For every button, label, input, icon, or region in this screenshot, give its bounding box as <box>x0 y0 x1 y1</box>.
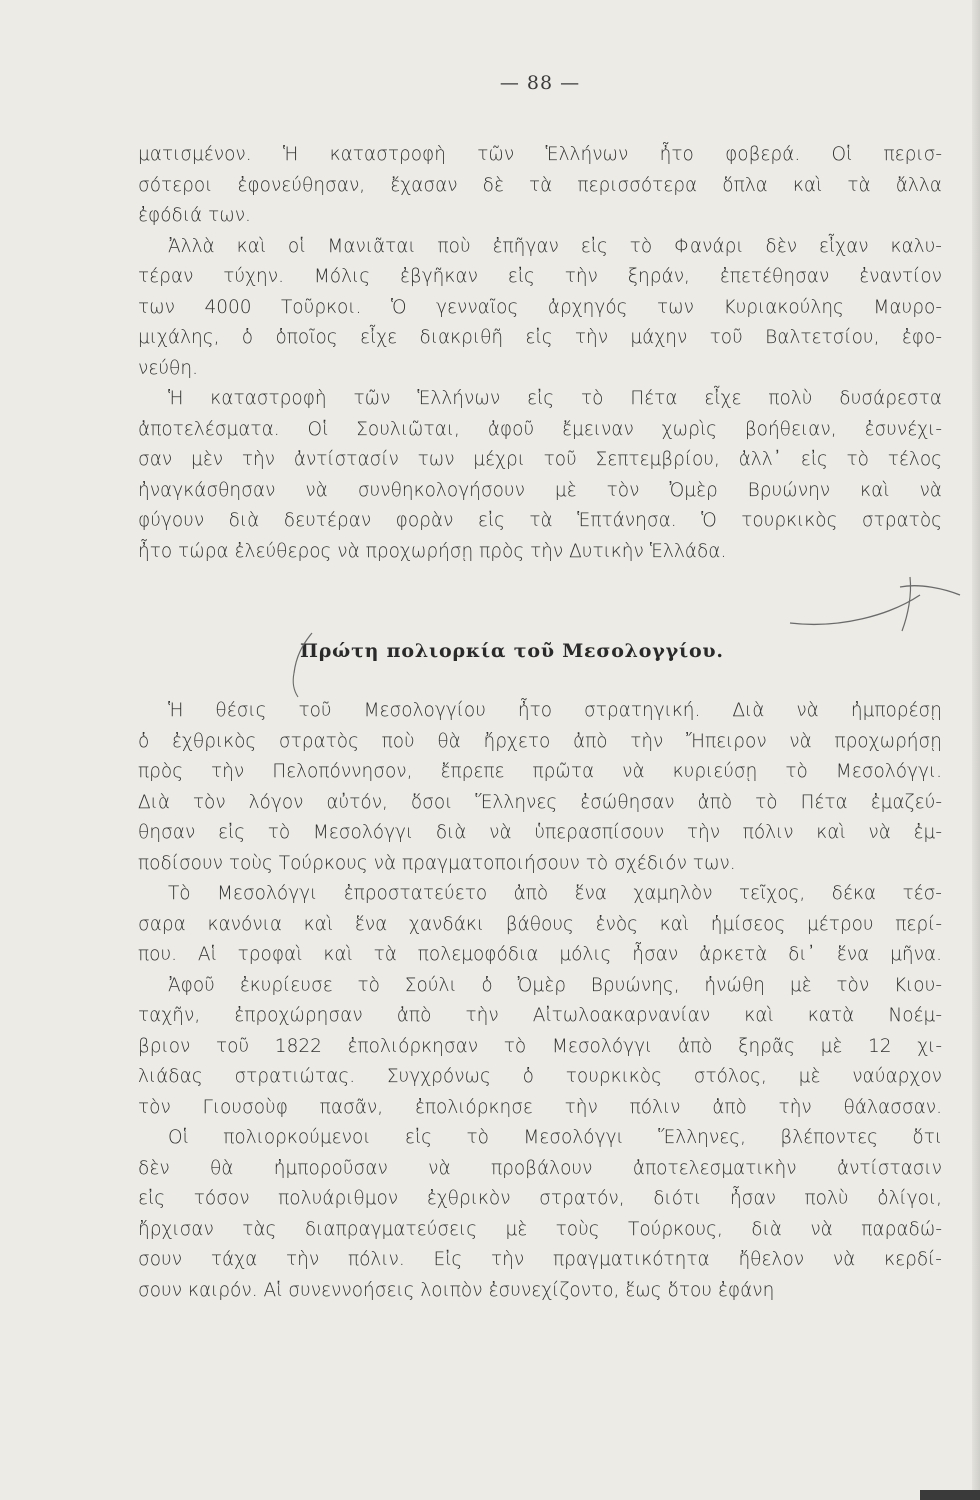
paragraph <box>138 232 942 385</box>
text-line: βριον τοῦ 1822 ἐπολιόρκησαν τὸ Μεσολόγγι ἀπὸ ξηρᾶς μὲ 12 χι- <box>138 1035 942 1057</box>
text-line: νεύθη. <box>138 357 198 379</box>
text-line: Ἀλλὰ καὶ οἱ Μανιᾶται ποὺ ἐπῆγαν εἰς τὸ Φανάρι δὲν εἶχαν καλυ- <box>168 235 942 257</box>
text-line: ματισμένον. Ἡ καταστροφὴ τῶν Ἑλλήνων ἦτο φοβερά. Οἱ περισ- <box>138 144 942 165</box>
text-line: Διὰ τὸν λόγον αὐτόν, ὅσοι Ἕλληνες ἐσώθησαν ἀπὸ τὸ Πέτα ἐμαζεύ- <box>138 791 942 813</box>
text-line: ἠναγκάσθησαν νὰ συνθηκολογήσουν μὲ τὸν Ὀμὲρ Βρυώνην καὶ νὰ <box>138 479 942 501</box>
paragraph <box>138 879 942 971</box>
text-line: Οἱ πολιορκούμενοι εἰς τὸ Μεσολόγγι Ἕλληνες, βλέποντες ὅτι <box>168 1127 942 1148</box>
page-edge <box>972 0 980 1500</box>
text-line: ποδίσουν τοὺς Τούρκους νὰ πραγματοποιήσουν τὸ σχέδιόν των. <box>138 852 736 874</box>
text-line: ἦτο τώρα ἐλεύθερος νὰ προχωρήσῃ πρὸς τὴν Δυτικὴν Ἑλλάδα. <box>138 540 727 562</box>
text-block-before-heading <box>138 140 942 567</box>
paragraph <box>138 696 942 879</box>
text-line: που. Αἱ τροφαὶ καὶ τὰ πολεμοφόδια μόλις ἦσαν ἀρκετὰ δι᾽ ἕνα μῆνα. <box>138 944 942 965</box>
paragraph <box>138 384 942 567</box>
text-line: ἀποτελέσματα. Οἱ Σουλιῶται, ἀφοῦ ἔμειναν χωρὶς βοήθειαν, ἐσυνέχι- <box>138 418 942 440</box>
scan-border <box>920 1490 980 1500</box>
text-line: Ἡ θέσις τοῦ Μεσολογγίου ἦτο στρατηγική. Διὰ νὰ ἠμπορέσῃ <box>168 700 942 721</box>
text-line: σότεροι ἐφονεύθησαν, ἔχασαν δὲ τὰ περισσότερα ὅπλα καὶ τὰ ἄλλα <box>138 174 942 196</box>
text-line: φύγουν διὰ δευτέραν φορὰν εἰς τὰ Ἑπτάνησα. Ὁ τουρκικὸς στρατὸς <box>138 510 942 531</box>
section-heading: Πρώτη πολιορκία τοῦ Μεσολογγίου. <box>300 640 724 662</box>
text-line: Ἡ καταστροφὴ τῶν Ἑλλήνων εἰς τὸ Πέτα εἶχε πολὺ δυσάρεστα <box>168 388 942 409</box>
text-line: των 4000 Τοῦρκοι. Ὁ γενναῖος ἀρχηγός των Κυριακούλης Μαυρο- <box>138 296 942 318</box>
text-line: ἤρχισαν τὰς διαπραγματεύσεις μὲ τοὺς Τούρκους, διὰ νὰ παραδώ- <box>138 1218 942 1240</box>
pencil-check-mark <box>282 625 322 705</box>
text-line: λιάδας στρατιώτας. Συγχρόνως ὁ τουρκικὸς στόλος, μὲ ναύαρχον <box>138 1066 942 1087</box>
text-line: πρὸς τὴν Πελοπόννησον, ἔπρεπε πρῶτα νὰ κυριεύσῃ τὸ Μεσολόγγι. <box>138 761 942 782</box>
text-line: θησαν εἰς τὸ Μεσολόγγι διὰ νὰ ὑπερασπίσουν τὴν πόλιν καὶ νὰ ἐμ- <box>138 822 942 843</box>
text-line: σουν τάχα τὴν πόλιν. Εἰς τὴν πραγματικότητα ἤθελον νὰ κερδί- <box>138 1249 942 1270</box>
text-line: τέραν τύχην. Μόλις ἐβγῆκαν εἰς τὴν ξηράν, ἐπετέθησαν ἐναντίον <box>138 266 942 287</box>
page-number: — 88 — <box>499 72 581 94</box>
text-line: δὲν θὰ ἠμποροῦσαν νὰ προβάλουν ἀποτελεσματικὴν ἀντίστασιν <box>138 1157 942 1179</box>
paragraph <box>138 140 942 232</box>
text-line: ἐφόδιά των. <box>138 205 251 226</box>
text-line: σουν καιρόν. Αἱ συνεννοήσεις λοιπὸν ἐσυνεχίζοντο, ἕως ὅτου ἐφάνη <box>138 1279 775 1301</box>
pencil-bracket-mark <box>770 565 970 645</box>
text-line: Ἀφοῦ ἐκυρίευσε τὸ Σούλι ὁ Ὀμὲρ Βρυώνης, ἡνώθη μὲ τὸν Κιου- <box>168 974 942 996</box>
text-line: εἰς τόσον πολυάριθμον ἐχθρικὸν στρατόν, διότι ἦσαν πολὺ ὀλίγοι, <box>138 1188 942 1209</box>
text-block-after-heading <box>138 696 942 1306</box>
text-line: ὁ ἐχθρικὸς στρατὸς ποὺ θὰ ἤρχετο ἀπὸ τὴν Ἤπειρον νὰ προχωρήσῃ <box>138 730 942 752</box>
text-line: μιχάλης, ὁ ὁποῖος εἶχε διακριθῆ εἰς τὴν μάχην τοῦ Βαλτετσίου, ἐφο- <box>138 327 942 348</box>
text-line: Τὸ Μεσολόγγι ἐπροστατεύετο ἀπὸ ἕνα χαμηλὸν τεῖχος, δέκα τέσ- <box>168 883 942 904</box>
text-line: ταχῆν, ἐπροχώρησαν ἀπὸ τὴν Αἰτωλοακαρνανίαν καὶ κατὰ Νοέμ- <box>138 1005 942 1026</box>
text-line: σαν μὲν τὴν ἀντίστασίν των μέχρι τοῦ Σεπτεμβρίου, ἀλλ᾽ εἰς τὸ τέλος <box>138 449 942 470</box>
paragraph <box>138 971 942 1124</box>
paragraph <box>138 1123 942 1306</box>
text-line: τὸν Γιουσοὺφ πασᾶν, ἐπολιόρκησε τὴν πόλιν ἀπὸ τὴν θάλασσαν. <box>138 1096 942 1118</box>
text-line: σαρα κανόνια καὶ ἕνα χανδάκι βάθους ἑνὸς καὶ ἡμίσεος μέτρου περί- <box>138 913 942 935</box>
